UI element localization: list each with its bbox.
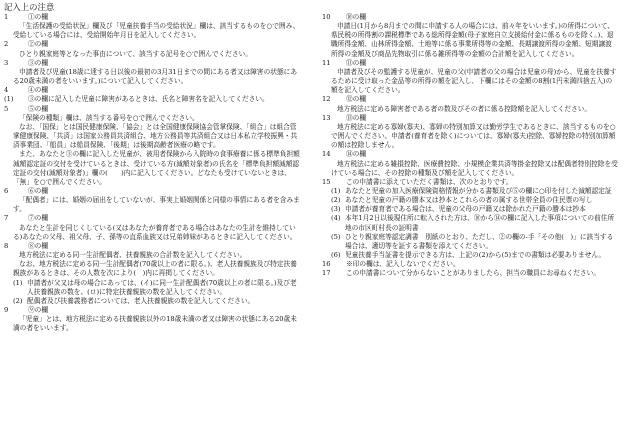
instruction-item (4, 40, 300, 58)
sub-item (4, 297, 300, 306)
instruction-heading: ⑩の欄 (346, 13, 367, 21)
instruction-number: 16 (322, 260, 331, 269)
instruction-header (322, 59, 618, 68)
instruction-heading: ⑦の欄 (28, 214, 49, 223)
instruction-item (4, 13, 300, 40)
instruction-item (322, 59, 618, 96)
instruction-item (322, 13, 618, 59)
sub-item-text: 本年1月2日以後現住所に転入された方は、⑩から⑭の欄に記入した事項についての前住所地の市区町村長の証明書 (345, 214, 615, 232)
instruction-heading: ⑨の欄 (28, 306, 49, 314)
instruction-header (4, 214, 300, 223)
sub-item (322, 251, 618, 260)
sub-item-text: 申請者が父又は母の場合にあっては、(イ)に同一生計配偶者(70歳以上の者に限る。)及び老人扶養親族の数を、(ロ)に特定扶養親族の数を記入してください。 (27, 278, 297, 296)
instruction-number: 17 (322, 269, 331, 278)
instruction-heading: ⑬の欄 (346, 113, 367, 122)
sub-item-mark: (4) (331, 214, 341, 223)
instruction-item (4, 105, 300, 187)
instruction-heading: ⑧の欄 (28, 241, 49, 250)
instruction-paragraph: 地方税法に定める雑損控除、医療費控除、小規模企業共済等掛金控除又は配偶者特別控除を受けている場合に、その控除の種類及び額を記入してください。 (331, 159, 618, 177)
instruction-paragraph: 申請日(1月から8月までの間に申請する人の場合には、前々年をいいます。)の所得について、県民税の所得割の課税標準である総所得金額(母子家庭自立支援給付金に係るものを除く。)、退職所得金額、山林所得金額、土地等に係る事業所得等の金額、長期譲渡所得の金額、短期譲渡所得の金額及び商品先物取引に係る雑所得等の金額の合計額を記入してください。 (331, 22, 615, 58)
instruction-number: 7 (4, 214, 9, 223)
left-column (4, 13, 300, 333)
instruction-number: 8 (4, 241, 9, 250)
instruction-header (322, 13, 618, 22)
instruction-header (322, 178, 618, 187)
instruction-paragraph: 「生活保護の受給状況」欄及び「児童扶養手当の受給状況」欄は、該当するものを○で囲み、受給している場合には、受給開始年月日を記入してください。 (13, 22, 300, 40)
instruction-paragraph: また、あなたと③の欄に記入した児童が、被用者保険から入院時の食事療養に係る標準負担額減額認定証の交付を受けているときは、受けている方(減額対象者)の氏名を「標準負担額減額認定証の交付(減額対象者)」欄の( )内に記入してください。どなたも受けていないときは、「無」を○で囲んでください。 (13, 150, 300, 186)
instruction-header (4, 59, 300, 68)
sub-item-text: 児童扶養手当証書を提示できる方は、上記の(2)から(5)までの書類は必要ありません。 (345, 251, 606, 260)
instruction-item (322, 114, 618, 151)
sub-item (322, 233, 618, 251)
instruction-item (4, 214, 300, 241)
instruction-heading: ⑤の欄 (28, 104, 49, 113)
instruction-number: 9 (4, 306, 9, 314)
instruction-paragraph: 地方税法に定める障害者である者の数及びその者に係る控除額を記入してください。 (337, 104, 592, 113)
instruction-paragraph: 「保険の種類」欄は、該当する番号を○で囲んでください。 (19, 113, 199, 122)
sub-item-mark: (2) (331, 196, 341, 205)
sub-item-text: 申請者が養育者である場合は、児童の父母の戸籍又は除かれた戸籍の謄本は抄本 (345, 205, 586, 214)
instruction-paragraph: あなたと生計を同じくしている(又はあなたが養育者である場合はあなたの生計を維持している)あなたの父母、祖父母、子、孫等の直系血族又は兄弟姉妹があるときに記入してください。 (13, 223, 297, 241)
instruction-header (322, 114, 618, 123)
instruction-paragraph: 地方税法に定める寡婦(寡夫)、寡婦の特別加算又は勤労学生であるときに、該当するものを○で囲んでください。申請者(養育者を除く)については、寡婦(寡夫)控除、寡婦控除の特別加算額の額は控除しません。 (331, 122, 616, 150)
instruction-paragraph: 「配偶者」には、婚姻の届出をしていないが、事実上婚姻関係と同様の事情にある者を含みます。 (13, 196, 300, 214)
instruction-header (322, 269, 618, 278)
instruction-number: 12 (322, 95, 331, 104)
instruction-item (4, 59, 300, 86)
instruction-item (322, 150, 618, 177)
instruction-heading: ⑥の欄 (28, 186, 49, 195)
instruction-header (4, 105, 300, 114)
sub-item (322, 196, 618, 205)
instruction-paragraph: 地方税法に定める同一生計配偶者、扶養親族の合計数を記入してください。 (19, 251, 247, 260)
page-title: 記入上の注意 (4, 2, 55, 12)
instruction-number: 14 (322, 150, 331, 159)
instruction-number: (1) (4, 95, 14, 104)
instruction-heading: この申請書について分からないことがありましたら、担当の職員にお尋ねください。 (346, 269, 600, 278)
instruction-heading: この申請書に添えていただく書類は、次のとおりです。 (346, 177, 513, 186)
instruction-heading: ①の欄 (28, 13, 49, 21)
instruction-header (4, 95, 300, 104)
sub-item-mark: (1) (13, 278, 23, 287)
sub-item-mark: (1) (331, 186, 341, 195)
instruction-header (4, 242, 300, 251)
instruction-heading: ※印の欄は、記入しないでください。 (346, 260, 460, 269)
instruction-paragraph: なお、地方税法に定める同一生計配偶者(70歳以上の者に限る。)、老人扶養親族及び特定扶養親族があるときは、その人数を次により( )内に再掲してください。 (13, 260, 297, 278)
instruction-number: 2 (4, 40, 9, 49)
sub-item-text: 配偶者及び扶養義務者については、老人扶養親族の数を記入してください。 (27, 296, 255, 305)
sub-item-mark: (5) (331, 232, 341, 241)
instruction-header (4, 306, 300, 315)
instruction-item (4, 242, 300, 306)
instruction-header (4, 13, 300, 22)
instruction-heading: ⑫の欄 (346, 95, 367, 104)
instruction-item (322, 95, 618, 113)
instruction-paragraph: 申請者及びその監護する児童が、児童の父(申請者の父の場合は児童の母)から、児童を扶養するために受け取った金品等の所得の額を記入し、下欄にはその金額の8割(1円未満四捨五入)の額を記入してください。 (331, 67, 617, 95)
instruction-paragraph: なお、「国保」とは国民健康保険、「協会」とは全国健康保険協会管掌保険、「組合」は組合管掌健康保険、「共済」は国家公務員共済組合、地方公務員等共済組合又は日本私立学校振興・共済事業団、「船員」は船員保険、「後期」は後期高齢者医療の略です。 (13, 122, 298, 150)
sub-item-text: あなたと児童の加入医療保険資格情報が分かる書類及び⑤の欄に○印を付した減額認定証 (345, 186, 612, 195)
instruction-paragraph: ひとり親家庭等となった事由について、該当する記号を○で囲んでください。 (19, 49, 252, 58)
sub-item-mark: (6) (331, 251, 341, 260)
instruction-heading: ③の欄に記入した児童に障害があるときは、氏名と障害名を記入してください。 (28, 95, 269, 104)
instruction-paragraph: 申請者及び児童(18歳に達する日以後の最初の3月31日までの間にある者又は障害の状態にある20歳未満の者をいいます。)について記入してください。 (13, 67, 298, 86)
instruction-number: 13 (322, 113, 331, 122)
instruction-item (322, 260, 618, 269)
instruction-item (4, 187, 300, 214)
instruction-header (4, 187, 300, 196)
right-column (322, 13, 618, 279)
instruction-heading: ④の欄 (28, 86, 49, 95)
instruction-number: 4 (4, 86, 9, 95)
instruction-item (322, 178, 618, 260)
instruction-heading: ②の欄 (28, 40, 49, 49)
instruction-header (322, 95, 618, 104)
instruction-item (322, 269, 618, 278)
sub-item (4, 279, 300, 297)
instruction-header (322, 260, 618, 269)
instruction-header (4, 40, 300, 49)
instruction-paragraph: 「児童」とは、地方税法に定める扶養親族以外の18歳未満の者又は障害の状態にある20歳未満の者をいいます。 (13, 315, 297, 333)
instruction-number: 10 (322, 13, 331, 21)
sub-item-mark: (2) (13, 296, 23, 305)
instruction-number: 11 (322, 58, 331, 67)
sub-item (322, 214, 618, 232)
instruction-number: 3 (4, 58, 9, 67)
sub-item-text: ひとり親家庭等認定調書 別紙のとおり、ただし、②の欄の-手「その他( )」に該当する場合は、適切等を証する書類を添えてください。 (345, 232, 614, 250)
instruction-number: 15 (322, 177, 331, 186)
sub-item-mark: (3) (331, 205, 341, 214)
instruction-heading: ⑪の欄 (346, 58, 367, 67)
instruction-heading: ③の欄 (28, 58, 49, 67)
sub-item (322, 187, 618, 196)
instruction-header (322, 150, 618, 159)
instruction-number: 5 (4, 104, 9, 113)
sub-item-text: あなたと児童の戸籍の謄本又は抄本とこれらの者の属する世帯全員の住民票の写し (345, 196, 593, 205)
instruction-number: 1 (4, 13, 9, 21)
instruction-item (4, 306, 300, 333)
instruction-item (4, 95, 300, 104)
instruction-heading: ⑭の欄 (346, 150, 367, 159)
instruction-number: 6 (4, 186, 9, 195)
